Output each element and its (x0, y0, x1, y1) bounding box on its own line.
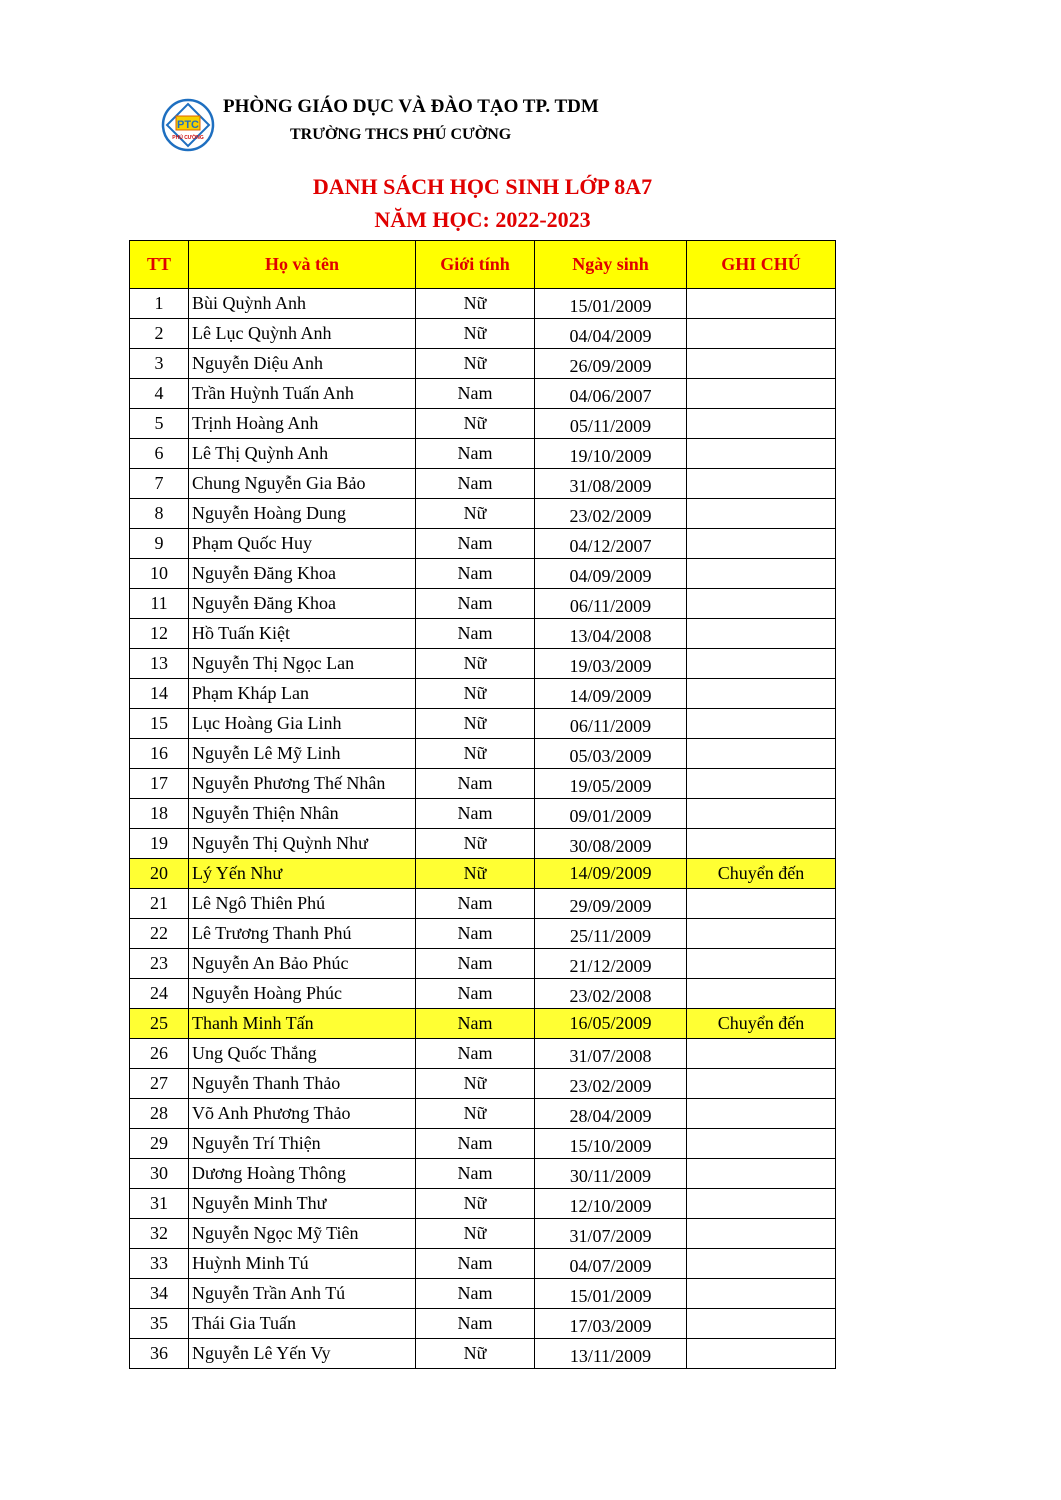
student-note (687, 379, 836, 409)
table-row (130, 769, 836, 799)
table-row (130, 799, 836, 829)
student-dob: 15/01/2009 (535, 289, 687, 319)
student-dob: 06/11/2009 (535, 589, 687, 619)
student-name: Lý Yến Như (189, 859, 416, 889)
student-note (687, 709, 836, 739)
table-row (130, 949, 836, 979)
student-name: Nguyễn Diệu Anh (189, 349, 416, 379)
table-row (130, 439, 836, 469)
table-row (130, 469, 836, 499)
student-dob: 31/07/2009 (535, 1219, 687, 1249)
student-note (687, 619, 836, 649)
logo-text: PHÚ CƯỜNG (172, 135, 204, 141)
table-row (130, 319, 836, 349)
column-header-dob: Ngày sinh (535, 241, 687, 289)
row-number: 17 (130, 769, 189, 799)
student-note (687, 829, 836, 859)
table-row (130, 739, 836, 769)
student-gender: Nữ (416, 349, 535, 379)
student-note (687, 559, 836, 589)
student-note (687, 439, 836, 469)
row-number: 13 (130, 649, 189, 679)
student-gender: Nữ (416, 289, 535, 319)
row-number: 30 (130, 1159, 189, 1189)
table-row (130, 709, 836, 739)
student-gender: Nữ (416, 1219, 535, 1249)
row-number: 9 (130, 529, 189, 559)
student-name: Nguyễn Trí Thiện (189, 1129, 416, 1159)
table-row (130, 889, 836, 919)
table-row (130, 919, 836, 949)
student-name: Nguyễn Thiện Nhân (189, 799, 416, 829)
student-name: Thanh Minh Tấn (189, 1009, 416, 1039)
table-row (130, 619, 836, 649)
row-number: 34 (130, 1279, 189, 1309)
student-name: Nguyễn Đăng Khoa (189, 589, 416, 619)
student-dob: 04/09/2009 (535, 559, 687, 589)
row-number: 33 (130, 1249, 189, 1279)
row-number: 21 (130, 889, 189, 919)
student-dob: 05/03/2009 (535, 739, 687, 769)
student-gender: Nam (416, 589, 535, 619)
student-dob: 04/06/2007 (535, 379, 687, 409)
student-dob: 19/10/2009 (535, 439, 687, 469)
student-dob: 30/08/2009 (535, 829, 687, 859)
student-note (687, 1159, 836, 1189)
column-header-note: GHI CHÚ (687, 241, 836, 289)
table-row (130, 379, 836, 409)
student-gender: Nam (416, 529, 535, 559)
student-note (687, 1249, 836, 1279)
student-gender: Nam (416, 1249, 535, 1279)
student-name: Phạm Kháp Lan (189, 679, 416, 709)
student-name: Hồ Tuấn Kiệt (189, 619, 416, 649)
student-dob: 12/10/2009 (535, 1189, 687, 1219)
table-row (130, 1159, 836, 1189)
row-number: 7 (130, 469, 189, 499)
student-name: Ung Quốc Thắng (189, 1039, 416, 1069)
student-note (687, 589, 836, 619)
svg-text:PTC: PTC (177, 119, 199, 131)
student-note (687, 739, 836, 769)
student-note (687, 679, 836, 709)
student-note (687, 949, 836, 979)
student-dob: 15/10/2009 (535, 1129, 687, 1159)
table-row (130, 1249, 836, 1279)
student-note (687, 1099, 836, 1129)
student-note: Chuyển đến (687, 859, 836, 889)
table-row (130, 1099, 836, 1129)
table-row (130, 559, 836, 589)
row-number: 20 (130, 859, 189, 889)
table-row (130, 1279, 836, 1309)
student-note (687, 319, 836, 349)
table-row (130, 1039, 836, 1069)
student-gender: Nam (416, 919, 535, 949)
student-dob: 04/07/2009 (535, 1249, 687, 1279)
student-name: Nguyễn Lê Yến Vy (189, 1339, 416, 1369)
row-number: 1 (130, 289, 189, 319)
student-name: Chung Nguyễn Gia Bảo (189, 469, 416, 499)
student-gender: Nữ (416, 1189, 535, 1219)
row-number: 19 (130, 829, 189, 859)
table-row (130, 829, 836, 859)
student-name: Nguyễn Hoàng Phúc (189, 979, 416, 1009)
row-number: 16 (130, 739, 189, 769)
table-row (130, 1069, 836, 1099)
row-number: 36 (130, 1339, 189, 1369)
row-number: 27 (130, 1069, 189, 1099)
student-name: Phạm Quốc Huy (189, 529, 416, 559)
student-gender: Nữ (416, 739, 535, 769)
table-row (130, 589, 836, 619)
student-table (129, 240, 836, 1369)
row-number: 4 (130, 379, 189, 409)
student-name: Trịnh Hoàng Anh (189, 409, 416, 439)
student-dob: 31/08/2009 (535, 469, 687, 499)
row-number: 35 (130, 1309, 189, 1339)
student-dob: 13/11/2009 (535, 1339, 687, 1369)
table-row (130, 499, 836, 529)
student-name: Nguyễn An Bảo Phúc (189, 949, 416, 979)
student-gender: Nam (416, 1279, 535, 1309)
student-name: Nguyễn Thị Quỳnh Như (189, 829, 416, 859)
student-name: Lục Hoàng Gia Linh (189, 709, 416, 739)
student-gender: Nam (416, 469, 535, 499)
school-year: NĂM HỌC: 2022-2023 (374, 207, 591, 232)
row-number: 31 (130, 1189, 189, 1219)
student-name: Lê Ngô Thiên Phú (189, 889, 416, 919)
row-number: 23 (130, 949, 189, 979)
student-gender: Nữ (416, 709, 535, 739)
student-note (687, 1309, 836, 1339)
student-dob: 14/09/2009 (535, 679, 687, 709)
student-name: Lê Thị Quỳnh Anh (189, 439, 416, 469)
student-dob: 28/04/2009 (535, 1099, 687, 1129)
student-note (687, 1189, 836, 1219)
student-gender: Nam (416, 889, 535, 919)
student-gender: Nam (416, 619, 535, 649)
student-dob: 31/07/2008 (535, 1039, 687, 1069)
student-dob: 19/05/2009 (535, 769, 687, 799)
student-name: Lê Lục Quỳnh Anh (189, 319, 416, 349)
student-gender: Nữ (416, 499, 535, 529)
row-number: 15 (130, 709, 189, 739)
table-row (130, 859, 836, 889)
student-gender: Nam (416, 379, 535, 409)
student-gender: Nam (416, 769, 535, 799)
table-row (130, 1309, 836, 1339)
student-gender: Nam (416, 1159, 535, 1189)
table-row (130, 649, 836, 679)
student-note (687, 349, 836, 379)
row-number: 8 (130, 499, 189, 529)
table-row (130, 1189, 836, 1219)
student-note (687, 469, 836, 499)
student-name: Nguyễn Hoàng Dung (189, 499, 416, 529)
table-row (130, 1129, 836, 1159)
student-note (687, 289, 836, 319)
row-number: 29 (130, 1129, 189, 1159)
row-number: 3 (130, 349, 189, 379)
student-dob: 05/11/2009 (535, 409, 687, 439)
student-name: Nguyễn Ngọc Mỹ Tiên (189, 1219, 416, 1249)
student-note (687, 919, 836, 949)
student-note (687, 1219, 836, 1249)
student-dob: 19/03/2009 (535, 649, 687, 679)
student-gender: Nam (416, 1309, 535, 1339)
student-name: Lê Trương Thanh Phú (189, 919, 416, 949)
student-gender: Nữ (416, 829, 535, 859)
school-logo (161, 98, 215, 152)
table-row (130, 409, 836, 439)
table-row (130, 1009, 836, 1039)
student-name: Nguyễn Thanh Thảo (189, 1069, 416, 1099)
student-dob: 14/09/2009 (535, 859, 687, 889)
table-row (130, 529, 836, 559)
student-dob: 04/04/2009 (535, 319, 687, 349)
student-gender: Nữ (416, 1069, 535, 1099)
student-note (687, 1279, 836, 1309)
student-gender: Nữ (416, 319, 535, 349)
student-gender: Nữ (416, 859, 535, 889)
row-number: 28 (130, 1099, 189, 1129)
student-note (687, 649, 836, 679)
table-row (130, 679, 836, 709)
student-note (687, 889, 836, 919)
student-name: Võ Anh Phương Thảo (189, 1099, 416, 1129)
student-dob: 23/02/2008 (535, 979, 687, 1009)
student-dob: 09/01/2009 (535, 799, 687, 829)
table-row (130, 289, 836, 319)
student-name: Bùi Quỳnh Anh (189, 289, 416, 319)
row-number: 24 (130, 979, 189, 1009)
student-dob: 21/12/2009 (535, 949, 687, 979)
student-note (687, 979, 836, 1009)
student-note (687, 1129, 836, 1159)
student-name: Nguyễn Trần Anh Tú (189, 1279, 416, 1309)
student-gender: Nữ (416, 1339, 535, 1369)
student-note (687, 1069, 836, 1099)
table-row (130, 1339, 836, 1369)
student-name: Nguyễn Minh Thư (189, 1189, 416, 1219)
row-number: 25 (130, 1009, 189, 1039)
student-gender: Nữ (416, 409, 535, 439)
column-header-name: Họ và tên (189, 241, 416, 289)
student-dob: 17/03/2009 (535, 1309, 687, 1339)
row-number: 18 (130, 799, 189, 829)
student-dob: 29/09/2009 (535, 889, 687, 919)
student-gender: Nam (416, 559, 535, 589)
column-header-gender: Giới tính (416, 241, 535, 289)
student-name: Nguyễn Thị Ngọc Lan (189, 649, 416, 679)
student-dob: 23/02/2009 (535, 1069, 687, 1099)
student-gender: Nữ (416, 1099, 535, 1129)
student-note (687, 1039, 836, 1069)
row-number: 5 (130, 409, 189, 439)
student-dob: 25/11/2009 (535, 919, 687, 949)
row-number: 14 (130, 679, 189, 709)
student-name: Nguyễn Lê Mỹ Linh (189, 739, 416, 769)
student-gender: Nam (416, 1039, 535, 1069)
student-note (687, 409, 836, 439)
student-note: Chuyển đến (687, 1009, 836, 1039)
column-header-tt: TT (130, 241, 189, 289)
student-dob: 16/05/2009 (535, 1009, 687, 1039)
table-header-row (130, 241, 836, 289)
student-gender: Nam (416, 949, 535, 979)
row-number: 11 (130, 589, 189, 619)
row-number: 10 (130, 559, 189, 589)
student-name: Thái Gia Tuấn (189, 1309, 416, 1339)
row-number: 6 (130, 439, 189, 469)
student-name: Dương Hoàng Thông (189, 1159, 416, 1189)
school-name: TRƯỜNG THCS PHÚ CƯỜNG (290, 126, 512, 143)
student-gender: Nam (416, 979, 535, 1009)
student-note (687, 499, 836, 529)
student-note (687, 1339, 836, 1369)
student-name: Trần Huỳnh Tuấn Anh (189, 379, 416, 409)
student-dob: 13/04/2008 (535, 619, 687, 649)
student-gender: Nữ (416, 649, 535, 679)
row-number: 32 (130, 1219, 189, 1249)
student-note (687, 769, 836, 799)
student-name: Nguyễn Đăng Khoa (189, 559, 416, 589)
student-name: Nguyễn Phương Thế Nhân (189, 769, 416, 799)
table-row (130, 979, 836, 1009)
student-dob: 04/12/2007 (535, 529, 687, 559)
student-name: Huỳnh Minh Tú (189, 1249, 416, 1279)
student-gender: Nam (416, 439, 535, 469)
student-dob: 15/01/2009 (535, 1279, 687, 1309)
student-note (687, 799, 836, 829)
student-gender: Nam (416, 1009, 535, 1039)
student-dob: 06/11/2009 (535, 709, 687, 739)
student-note (687, 529, 836, 559)
student-dob: 30/11/2009 (535, 1159, 687, 1189)
row-number: 12 (130, 619, 189, 649)
student-gender: Nam (416, 799, 535, 829)
table-row (130, 1219, 836, 1249)
row-number: 26 (130, 1039, 189, 1069)
student-gender: Nữ (416, 679, 535, 709)
department-name: PHÒNG GIÁO DỤC VÀ ĐÀO TẠO TP. TDM (223, 96, 599, 117)
student-gender: Nam (416, 1129, 535, 1159)
document-title: DANH SÁCH HỌC SINH LỚP 8A7 (312, 174, 653, 199)
row-number: 2 (130, 319, 189, 349)
table-row (130, 349, 836, 379)
row-number: 22 (130, 919, 189, 949)
student-dob: 23/02/2009 (535, 499, 687, 529)
student-dob: 26/09/2009 (535, 349, 687, 379)
